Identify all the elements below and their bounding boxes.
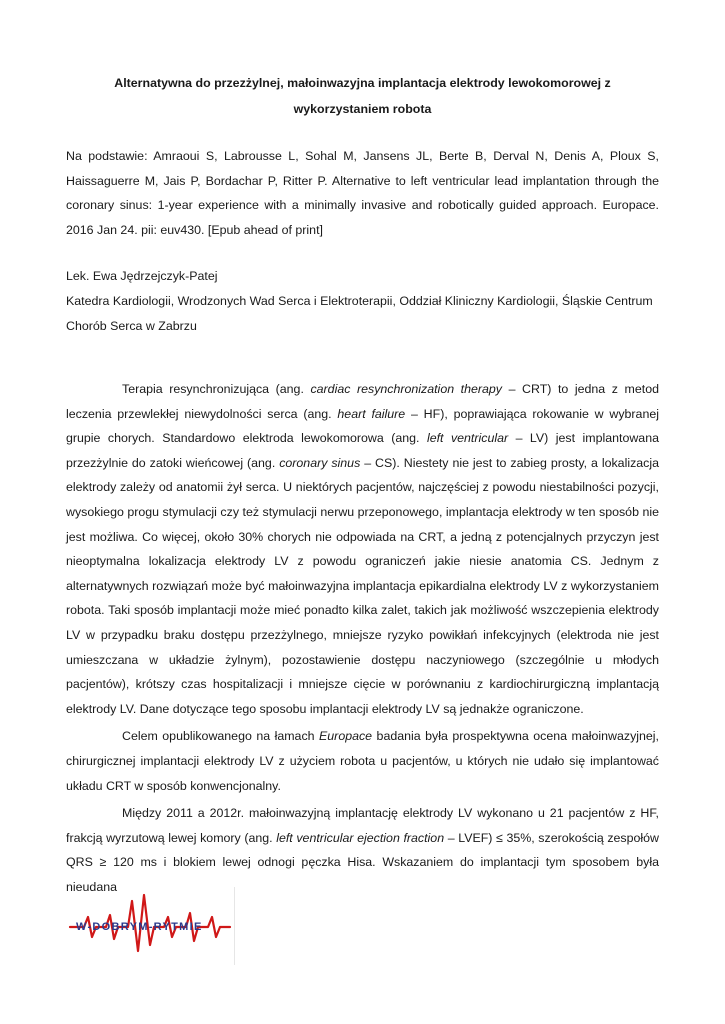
body-paragraph-1 <box>66 377 659 721</box>
text-run: Celem opublikowanego na łamach <box>122 729 320 744</box>
text-run: badania była prospektywna ocena małoinwazyjnej, chirurgicznej implantacji elektrody LV z użyciem robota u pacjentów, u których nie udało się implantować układu CRT w sposób konwencjonalny. <box>66 729 659 793</box>
author-name: Lek. Ewa Jędrzejczyk-Patej <box>66 269 218 283</box>
text-run: – HF), poprawiająca rokowanie w wybranej grupie chorych. Standardowo elektroda lewokomorowa (ang. <box>66 406 659 446</box>
body-paragraph-3 <box>66 801 659 899</box>
italic-term: cardiac resynchronization therapy <box>310 382 502 396</box>
italic-term: left ventricular ejection fraction <box>276 830 445 845</box>
text-run: Terapia resynchronizująca (ang. <box>122 382 311 396</box>
text-run: – LV) jest implantowana przezżylnie do zatoki wieńcowej (ang. <box>66 431 659 470</box>
author-affiliation: Katedra Kardiologii, Wrodzonych Wad Serca i Elektroterapii, Oddział Kliniczny Kardiologii, Śląskie Centrum Chorób Serca w Zabrzu <box>66 294 653 333</box>
text-run: – CRT) to jedna z metod leczenia przewlekłej niewydolności serca (ang. <box>66 382 659 421</box>
italic-term: left ventricular <box>426 431 509 446</box>
article-body <box>66 377 659 899</box>
citation-paragraph: Na podstawie: Amraoui S, Labrousse L, Sohal M, Jansens JL, Berte B, Derval N, Denis A, Ploux S, Haissaguerre M, Jais P, Bordachar P, Ritter P. Alternative to left ventricular lead implantation through the coronary sinus: 1-year experience with a minimally invasive and robotically guided approach. Europace. 2016 Jan 24. pii: euv430. [Epub ahead of print] <box>66 149 659 237</box>
document-title: Alternatywna do przezżylnej, małoinwazyjna implantacja elektrody lewokomorowej z wykorzystaniem robota <box>114 76 611 116</box>
body-paragraph-2 <box>66 724 659 798</box>
logo-text: W-DOBRYM-RYTMIE <box>76 921 203 933</box>
text-run: – LVEF) ≤ 35%, szerokością zespołów QRS ≥ 120 ms i blokiem lewej odnogi pęczka Hisa. Wskazaniem do implantacji tym sposobem była nieudana <box>66 830 659 894</box>
italic-term: Europace <box>319 729 373 744</box>
italic-term: coronary sinus <box>279 455 361 470</box>
italic-term: heart failure <box>337 406 406 421</box>
w-dobrym-rytmie-logo <box>66 887 235 965</box>
text-run: – CS). Niestety nie jest to zabieg prosty, a lokalizacja elektrody zależy od anatomii żył serca. U niektórych pacjentów, najczęściej z powodu niestabilności pozycji, wysokiego progu stymulacji czy też stymulacji nerwu przeponowego, implantacja elektrody w ten sposób nie jest możliwa. Co więcej, około 30% chorych nie odpowiada na CRT, a jedną z potencjalnych przyczyn jest nieoptymalna lokalizacja elektrody LV z powodu ograniczeń jakie niesie anatomia CS. Jednym z alternatywnych rozwiązań może być małoinwazyjna implantacja epikardialna elektrody LV z wykorzystaniem robota. Taki sposób implantacji może mieć ponadto kilka zalet, takich jak możliwość wszczepienia elektrody LV w przypadku braku dostępu przezżylnego, mniejsze ryzyko powikłań infekcyjnych (elektroda nie jest umieszczana w układzie żylnym), pozostawienie dostępu naczyniowego (szczególnie u młodych pacjentów), krótszy czas hospitalizacji i mniejsze cięcie w porównaniu z kardiochirurgiczną implantacją elektrody LV. Dane dotyczące tego sposobu implantacji elektrody LV są jednakże ograniczone. <box>66 455 660 716</box>
text-run: Między 2011 a 2012r. małoinwazyjną implantację elektrody LV wykonano u 21 pacjentów z HF, frakcją wyrzutową lewej komory (ang. <box>66 806 659 845</box>
